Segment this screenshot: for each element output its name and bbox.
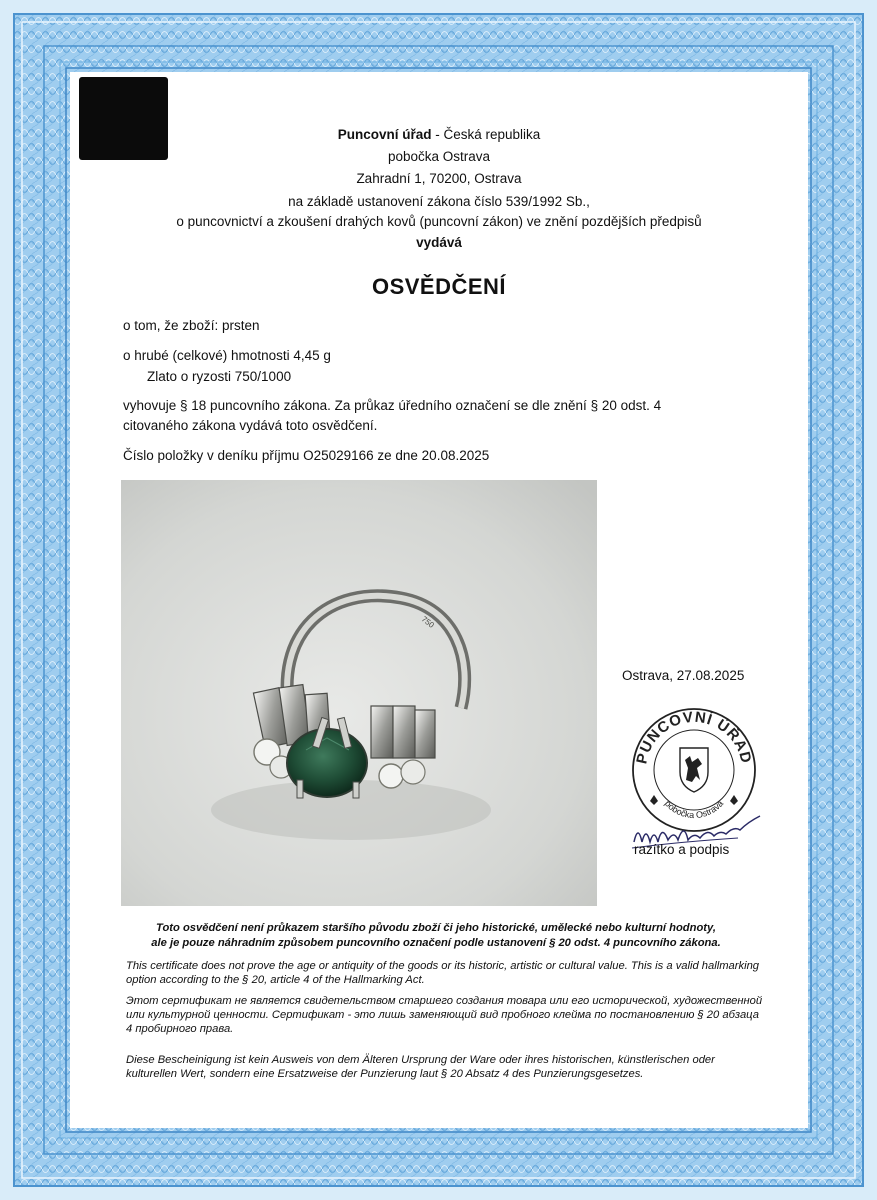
ring-photo: [121, 480, 597, 906]
stamp-top-text: PUNCOVNÍ ÚŘAD: [633, 708, 755, 766]
compliance-line-1: vyhovuje § 18 puncovního zákona. Za průkaz úředního označení se dle znění § 20 odst. 4: [123, 398, 662, 413]
disclaimer-ru: Этот сертификат не является свидетельством старшего создания товара или его исторической, художественной или культурной ценности. Сертификат - это лишь заменяющий вид пробного клейма по постановлению § 20 абзаца 4 пробирного права.: [126, 995, 763, 1036]
law-line-1: na základě ustanovení zákona číslo 539/1992 Sb.,: [288, 194, 590, 209]
office-name: Puncovní úřad: [337, 127, 432, 142]
certificate-sheet: [70, 72, 808, 1128]
branch-line: pobočka Ostrava: [387, 149, 491, 164]
signature-label: razítko a podpis: [634, 842, 730, 857]
czech-lion-shield-icon: [680, 748, 708, 792]
stamp-bottom-text: pobočka Ostrava: [662, 798, 726, 821]
office-name-line: [70, 127, 808, 142]
item-number-line: Číslo položky v deníku příjmu O25029166 ze dne 20.08.2025: [123, 448, 490, 463]
law-line-2: o puncovnictví a zkoušení drahých kovů (puncovní zákon) ve znění pozdějších předpisů: [176, 214, 702, 229]
disclaimer-de: Diese Bescheinigung ist kein Ausweis von dem Älteren Ursprung der Ware oder ihres historischen, künstlerischen oder kulturellen Wert, sondern eine Ersatzweise der Punzierung laut § 20 Absatz 4 des Punzierungsgesetzes.: [126, 1054, 715, 1081]
svg-text:750: 750: [419, 614, 436, 630]
office-country: - Česká republika: [431, 127, 541, 142]
certificate-title: OSVĚDČENÍ: [371, 274, 507, 299]
office-logo: [79, 77, 168, 160]
disclaimer-en: This certificate does not prove the age or antiquity of the goods or its historic, artistic or cultural value. This is a valid hallmarking option according to the § 20, article 4 of the Hallmarking Act.: [126, 960, 760, 987]
issues-line: vydává: [416, 235, 462, 250]
disclaimer-cz-line-1: Toto osvědčení není průkazem staršího původu zboží či jeho historické, umělecké nebo kulturní hodnoty,: [156, 922, 716, 934]
disclaimer-cz-line-2: ale je pouze náhradním způsobem puncovního označení podle ustanovení § 20 odst. 4 puncovního zákona.: [151, 937, 721, 949]
goods-line: o tom, že zboží: prsten: [123, 318, 260, 333]
fineness-line: Zlato o ryzosti 750/1000: [147, 369, 292, 384]
address-line: Zahradní 1, 70200, Ostrava: [356, 171, 522, 186]
weight-line: o hrubé (celkové) hmotnosti 4,45 g: [123, 348, 331, 363]
compliance-line-2: citovaného zákona vydává toto osvědčení.: [123, 418, 378, 433]
svg-text:PUNCOVNÍ ÚŘAD: [633, 709, 754, 766]
place-date: Ostrava, 27.08.2025: [622, 668, 745, 683]
